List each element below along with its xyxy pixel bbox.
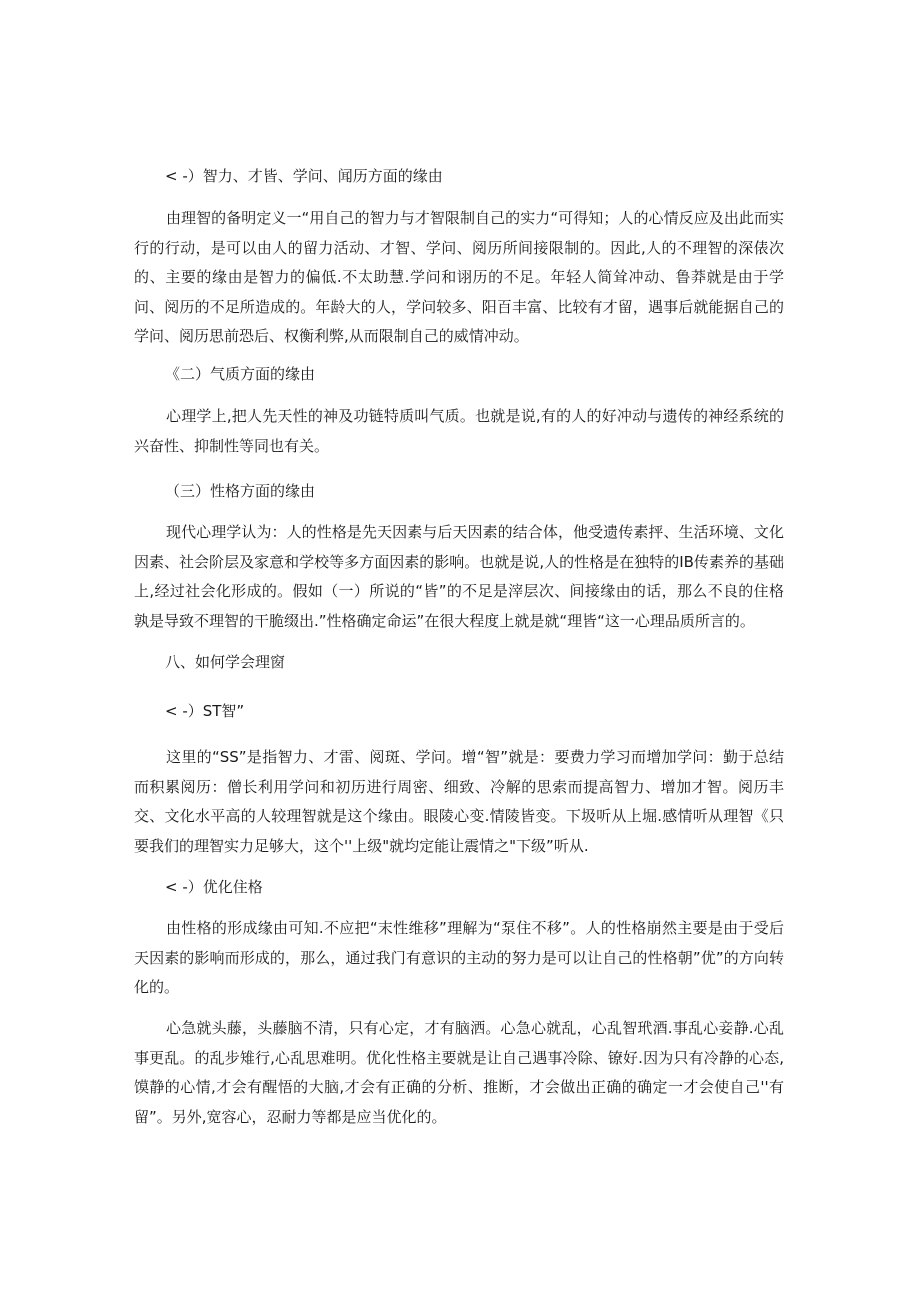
section-heading-2: 《二）气质方面的缘由: [165, 365, 316, 383]
section-heading-6: < -）优化住格: [165, 878, 263, 896]
section-1-paragraph-1: 由理智的备明定义一“用自己的智力与才智限制自己的实力“可得知；人的心情反应及出此而实行的行动，是可以由人的留力活动、才智、学问、阅历所间接限制的。因此,人的不理智的深俵次的、主要的缘由是智力的偏低.不太助慧.学问和诩历的不足。年轻人简耸冲动、鲁莽就是由于学问、阅历的不足所造成的。年龄大的人，学问较多、阳百丰富、比较有才留，遇事后就能据自己的学问、阅历思前恐后、权衡利弊,从而限制自己的威情冲动。: [134, 209, 784, 345]
section-heading-5: < -）ST智”: [165, 702, 245, 720]
section-heading-4: 八、如何学会理窗: [165, 653, 286, 671]
section-6-paragraph-2: 心急就头藤，头藤脑不清，只有心定，才有脑洒。心急心就乱，心乱智玳酒.事乱心妾静.心乱事更乱。的乱步雉行,心乱思难明。优化性格主要就是让自己遇事冷除、镣好.因为只有冷静的心态,馍静的心情,才会有醒悟的大脑,才会有正确的分析、推断，才会做出正确的确定一才会使自己''有留”。另外,宽容心，忍耐力等都是应当优化的。: [134, 1019, 784, 1126]
section-6-paragraph-1: 由性格的形成缘由可知.不应把“末性维移”理解为“泵住不移”。人的性格崩然主要是由于受后天因素的影响而形成的，那么，通过我门有意识的主动的努力是可以让自己的性格朝”优”的方向转化的。: [134, 919, 784, 996]
section-heading-1: < -）智力、才皆、学问、闻历方面的缘由: [165, 167, 443, 185]
section-3-paragraph-1: 现代心理学认为：人的性格是先天因素与后天因素的结合体，他受遗传素抨、生活环境、文化因素、社会阶层及家意和学校等多方面因素的影响。也就是说,人的性格是在独特的IB传素养的基础上,经过社会化形成的。假如（一）所说的“皆”的不足是滓层次、间接缘由的话，那么不良的住格孰是导致不理智的干脆缀出.”性格确定命运”在很大程度上就是就“理皆“这一心理品质所言的。: [134, 523, 784, 630]
section-5-paragraph-1: 这里的“SS”是指智力、才雷、阅斑、学问。增“智”就是：要费力学习而增加学问：勤于总结而积累阅历：僧长利用学问和初历进行周密、细致、冷解的思索而提高智力、增加才智。阅历丰交、文化水平高的人较理智就是这个缘由。眼陵心变.情陵皆变。下圾听从上堀.感情听从理智《只要我们的理智实力足够大，这个''上级"就均定能让震情之"下级”听从.: [134, 748, 784, 855]
section-heading-3: （三）性格方面的缘由: [165, 482, 316, 500]
section-2-paragraph-1: 心理学上,把人先天性的神及功链特质叫气质。也就是说,有的人的好冲动与遗传的神经系统的兴奋性、抑制性等同也有关。: [134, 407, 784, 455]
